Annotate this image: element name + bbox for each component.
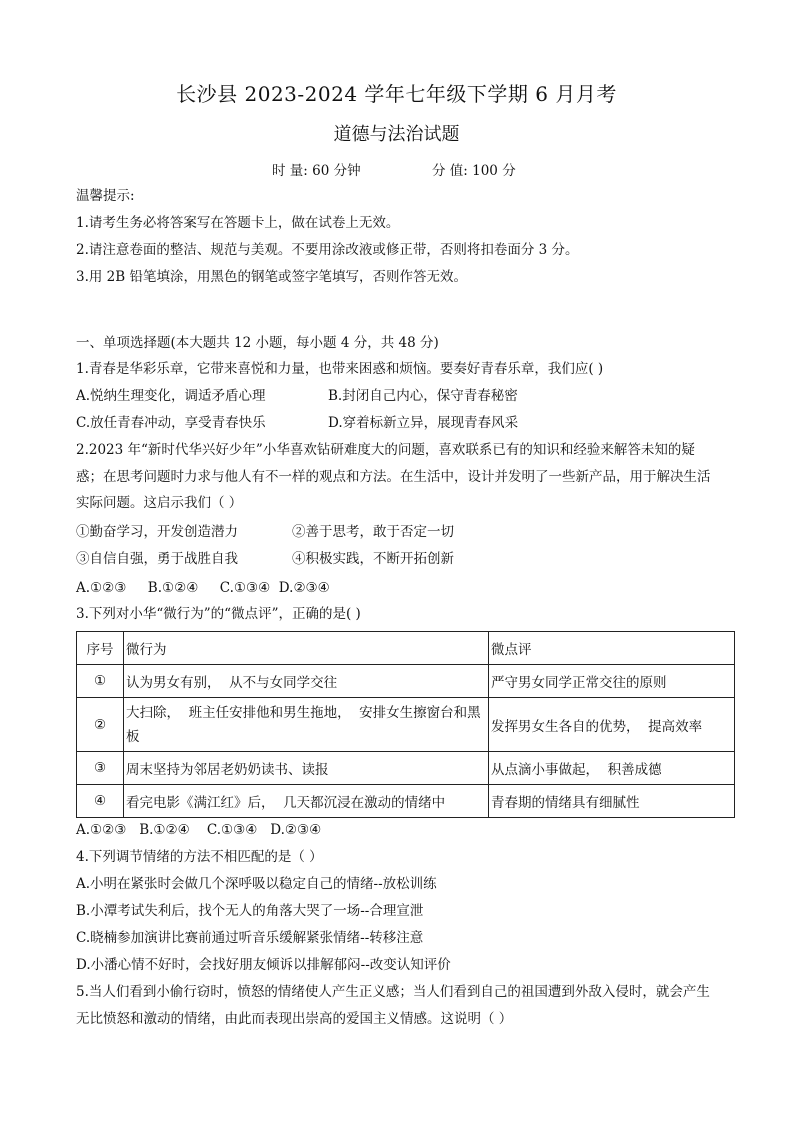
question-1-option-b: B.封闭自己内心，保守青春秘密: [328, 388, 518, 404]
table-cell-number: ②: [77, 698, 124, 752]
question-4-stem: 4.下列调节情绪的方法不相匹配的是（ ）: [76, 849, 323, 865]
section-heading: 一、单项选择题(本大题共 12 小题，每小题 4 分，共 48 分): [76, 335, 439, 351]
question-4-option-a: A.小明在紧张时会做几个深呼吸以稳定自己的情绪--放松训练: [76, 876, 437, 892]
notice-item: 2.请注意卷面的整洁、规范与美观。不要用涂改液或修正带，否则将扣卷面分 3 分。: [76, 242, 579, 258]
table-cell-number: ④: [77, 785, 124, 818]
table-cell-comment: 青春期的情绪具有细腻性: [489, 785, 735, 818]
question-1-option-d: D.穿着标新立异，展现青春风采: [328, 415, 519, 431]
table-header-row: [77, 632, 735, 665]
question-2-statement: ③自信自强，勇于战胜自我: [76, 551, 238, 567]
table-cell-comment: 发挥男女生各自的优势， 提高效率: [489, 698, 735, 752]
question-2-statement: ④积极实践，不断开拓创新: [292, 551, 454, 567]
table-cell-number: ①: [77, 665, 124, 698]
table-row: [77, 785, 735, 818]
table-cell-behavior: 看完电影《满江红》后， 几天都沉浸在激动的情绪中: [124, 785, 489, 818]
exam-score: 分 值: 100 分: [432, 163, 516, 179]
table-row: [77, 698, 735, 752]
question-2-stem: 2.2023 年“新时代华兴好少年”小华喜欢钻研难度大的问题，喜欢联系已有的知识和经验来解答未知的疑惑；在思考问题时力求与他人有不一样的观点和方法。在生活中，设计并发明了一些新产品，用于解决生活实际问题。这启示我们（ ）: [76, 442, 711, 511]
table-header-cell: 微点评: [489, 632, 735, 665]
question-3-table: [76, 631, 735, 818]
table-cell-comment: 从点滴小事做起， 积善成德: [489, 752, 735, 785]
notice-item: 1.请考生务必将答案写在答题卡上，做在试卷上无效。: [76, 215, 400, 231]
question-1-option-a: A.悦纳生理变化，调适矛盾心理: [76, 388, 266, 404]
exam-title: 长沙县 2023-2024 学年七年级下学期 6 月月考: [176, 82, 617, 106]
question-3-stem: 3.下列对小华“微行为”的“微点评”，正确的是( ): [76, 606, 361, 622]
table-cell-behavior: 周末坚持为邻居老奶奶读书、读报: [124, 752, 489, 785]
question-2-options: A.①②③ B.①②④ C.①③④ D.②③④: [76, 580, 330, 596]
table-cell-comment: 严守男女同学正常交往的原则: [489, 665, 735, 698]
question-1-stem: 1.青春是华彩乐章，它带来喜悦和力量，也带来困惑和烦恼。要奏好青春乐章，我们应( ): [76, 361, 604, 377]
question-1-option-c: C.放任青春冲动，享受青春快乐: [76, 415, 266, 431]
table-row: [77, 665, 735, 698]
table-row: [77, 752, 735, 785]
question-5-stem: 5.当人们看到小偷行窃时，愤怒的情绪使人产生正义感；当人们看到自己的祖国遭到外敌入侵时，就会产生无比愤怒和激动的情绪，由此而表现出崇高的爱国主义情感。这说明（ ）: [76, 984, 710, 1027]
exam-time: 时 量: 60 分钟: [272, 163, 361, 179]
notice-item: 3.用 2B 铅笔填涂，用黑色的钢笔或签字笔填写，否则作答无效。: [76, 269, 467, 285]
notice-heading: 温馨提示:: [76, 188, 135, 204]
question-4-option-c: C.晓楠参加演讲比赛前通过听音乐缓解紧张情绪--转移注意: [76, 930, 424, 946]
table-cell-behavior: 认为男女有别， 从不与女同学交往: [124, 665, 489, 698]
table-header-cell: 微行为: [124, 632, 489, 665]
exam-subtitle: 道德与法治试题: [333, 124, 460, 145]
table-header-cell: 序号: [77, 632, 124, 665]
table-cell-number: ③: [77, 752, 124, 785]
question-4-option-d: D.小潘心情不好时，会找好朋友倾诉以排解郁闷--改变认知评价: [76, 957, 451, 973]
question-2-statement: ②善于思考，敢于否定一切: [292, 524, 454, 540]
table-cell-behavior: 大扫除， 班主任安排他和男生拖地， 安排女生擦窗台和黑板: [124, 698, 489, 752]
question-3-options: A.①②③ B.①②④ C.①③④ D.②③④: [76, 822, 322, 838]
question-2-statement: ①勤奋学习，开发创造潜力: [76, 524, 238, 540]
question-4-option-b: B.小潭考试失利后，找个无人的角落大哭了一场--合理宣泄: [76, 903, 424, 919]
